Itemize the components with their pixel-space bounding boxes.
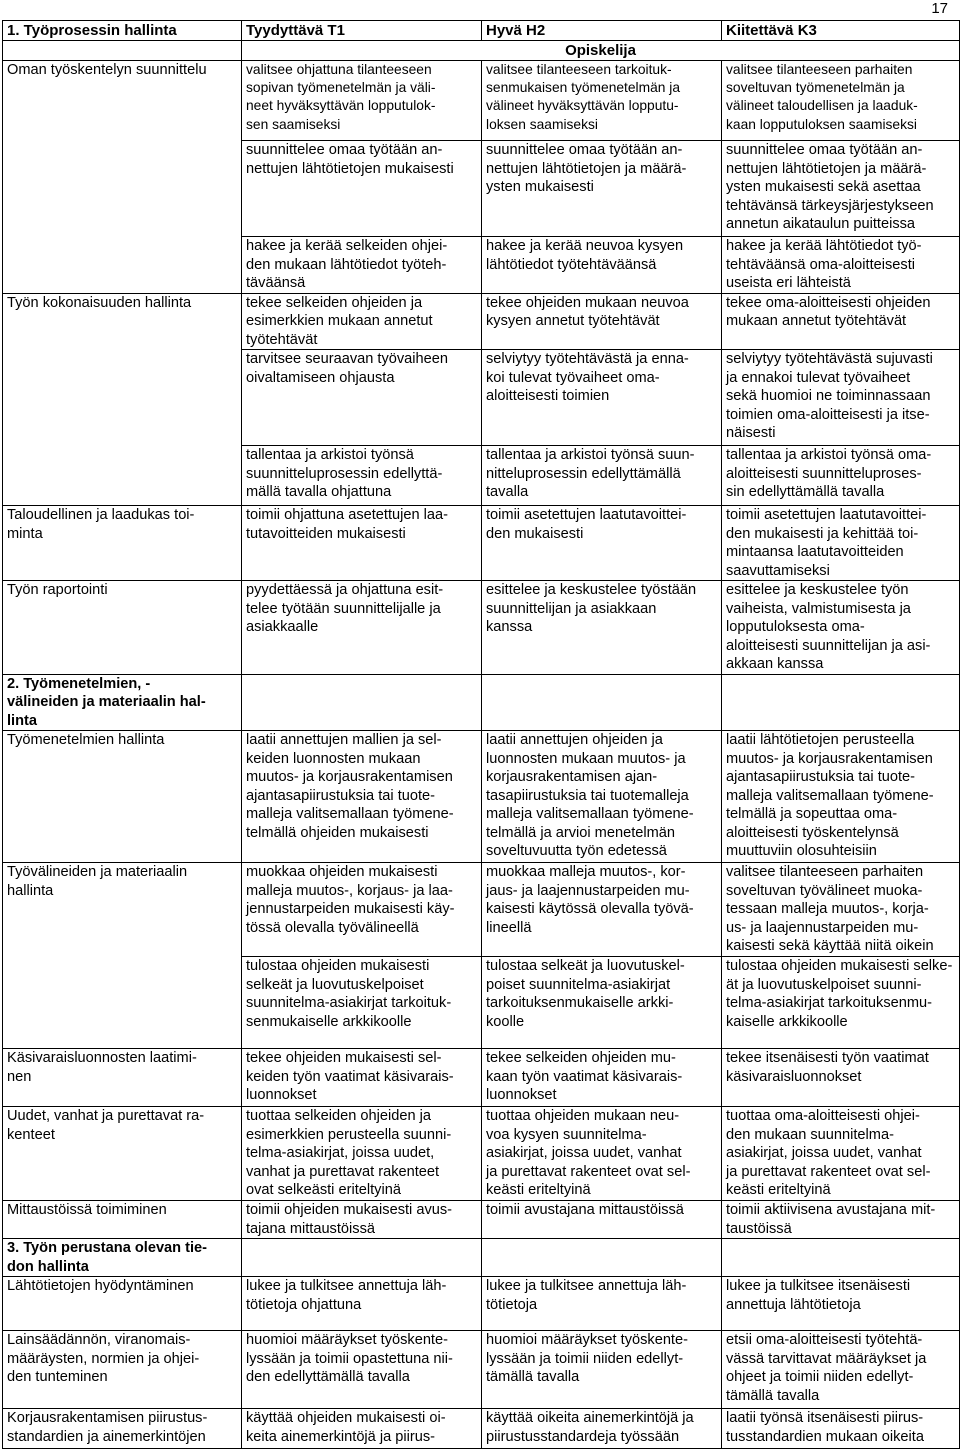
h2-cell: tulostaa selkeät ja luovutuskel- poiset suunnitelma-asiakirjat tarkoituksenmukaiselle arkki- koolle <box>482 957 722 1049</box>
criteria-label: Työvälineiden ja materiaalin hallinta <box>3 863 242 957</box>
criteria-label: Mittaustöissä toimiminen <box>3 1201 242 1239</box>
h2-cell: tekee ohjeiden mukaan neuvoa kysyen annetut työtehtävät <box>482 293 722 350</box>
criteria-label <box>3 237 242 294</box>
criteria-label: Korjausrakentamisen piirustus- standardien ja ainemerkintöjen <box>3 1409 242 1449</box>
t1-cell: toimii ohjeiden mukaisesti avus- tajana mittaustöissä <box>242 1201 482 1239</box>
criteria-label: Taloudellinen ja laadukas toi- minta <box>3 506 242 581</box>
criteria-row <box>3 957 960 1049</box>
k3-cell: tuottaa oma-aloitteisesti ohjei- den mukaan suunnitelma- asiakirjat, joissa uudet, vanhat ja purettavat rakenteet ovat sel- keästi eriteltyinä <box>722 1107 960 1201</box>
criteria-row <box>3 1201 960 1239</box>
h2-cell: tallentaa ja arkistoi työnsä suun- nitteluprosessin edellyttämällä tavalla <box>482 446 722 506</box>
t1-cell: valitsee ohjattuna tilanteeseen sopivan työmenetelmän ja väli- neet hyväksyttävän lopputulok- sen saamiseksi <box>242 61 482 141</box>
k3-cell: esittelee ja keskustelee työn vaiheista, valmistumisesta ja lopputuloksesta oma- aloitteisesti suunnittelijan ja asi- akkaan kanssa <box>722 581 960 675</box>
t1-cell: tallentaa ja arkistoi työnsä suunnitteluprosessin edellyttä- mällä tavalla ohjattuna <box>242 446 482 506</box>
criteria-row <box>3 581 960 675</box>
h2-cell: tekee selkeiden ohjeiden mu- kaan työn vaatimat käsivarais- luonnokset <box>482 1049 722 1107</box>
criteria-label <box>3 141 242 237</box>
t1-cell: tuottaa selkeiden ohjeiden ja esimerkkien perusteella suunni- telma-asiakirjat, joissa uudet, vanhat ja purettavat rakenteet ovat selkeästi eriteltyinä <box>242 1107 482 1201</box>
h2-cell: laatii annettujen ohjeiden ja luonnosten mukaan muutos- ja korjausrakentamisen ajan- tasapiirustuksia tai tuotemalleja malleja valitsemallaan työmene- telmällä ja arvioi menetelmän soveltuvuutta työn edetessä <box>482 731 722 863</box>
t1-cell: laatii annettujen mallien ja sel- keiden luonnosten mukaan muutos- ja korjausrakentamisen ajantasapiirustuksia tai tuote- malleja valitsemallaan työmene- telmällä ohjeiden mukaisesti <box>242 731 482 863</box>
k3-cell: laatii lähtötietojen perusteella muutos- ja korjausrakentamisen ajantasapiirustuksia tai tuote- malleja valitsemallaan työmene- telmällä ja sopeuttaa oma- aloitteisesti työskentelynsä muuttuviin olosuhteisiin <box>722 731 960 863</box>
k3-cell: tallentaa ja arkistoi työnsä oma- aloitteisesti suunnitteluproses- sin edellyttämällä tavalla <box>722 446 960 506</box>
k3-cell: valitsee tilanteeseen parhaiten soveltuvan työvälineet muoka- tessaan malleja muutos-, korja- us- ja laajennustarpeiden mu- kaisesti sekä käyttää niitä oikein <box>722 863 960 957</box>
t1-cell: huomioi määräykset työskente- lyssään ja toimii opastettuna nii- den edellyttämällä tavalla <box>242 1331 482 1409</box>
k3-cell: etsii oma-aloitteisesti työtehtä- vässä tarvittavat määräykset ja ohjeet ja toimii niiden edellyt- tämällä tavalla <box>722 1331 960 1409</box>
criteria-label: Työn kokonaisuuden hallinta <box>3 293 242 350</box>
k3-cell: valitsee tilanteeseen parhaiten soveltuvan työmenetelmän ja välineet taloudellisen ja laaduk- kaan lopputuloksen saamiseksi <box>722 61 960 141</box>
criteria-label: 2. Työmenetelmien, - välineiden ja materiaalin hal- linta <box>3 674 242 731</box>
k3-cell: toimii aktiivisena avustajana mit- taustöissä <box>722 1201 960 1239</box>
h2-cell: muokkaa malleja muutos-, kor- jaus- ja laajennustarpeiden mu- kaisesti käytössä olevalla työvä- lineellä <box>482 863 722 957</box>
criteria-row <box>3 1107 960 1201</box>
criteria-row <box>3 1277 960 1331</box>
k3-cell: lukee ja tulkitsee itsenäisesti annettuja lähtötietoja <box>722 1277 960 1331</box>
t1-cell: käyttää ohjeiden mukaisesti oi- keita ainemerkintöjä ja piirus- <box>242 1409 482 1449</box>
section-row <box>3 1239 960 1277</box>
subheader-row <box>3 41 960 61</box>
criteria-row <box>3 863 960 957</box>
criteria-row <box>3 731 960 863</box>
criteria-row <box>3 141 960 237</box>
criteria-row <box>3 506 960 581</box>
h2-cell: esittelee ja keskustelee työstään suunnittelijan ja asiakkaan kanssa <box>482 581 722 675</box>
t1-cell <box>242 1239 482 1277</box>
header-row <box>3 21 960 41</box>
t1-cell: muokkaa ohjeiden mukaisesti malleja muutos-, korjaus- ja laa- jennustarpeiden mukaisesti käy- tössä olevalla työvälineellä <box>242 863 482 957</box>
t1-cell: pyydettäessä ja ohjattuna esit- telee työtään suunnittelijalle ja asiakkaalle <box>242 581 482 675</box>
h2-cell: toimii asetettujen laatutavoittei- den mukaisesti <box>482 506 722 581</box>
h2-cell <box>482 1239 722 1277</box>
page-number: 17 <box>931 0 948 17</box>
criteria-row <box>3 1331 960 1409</box>
k3-cell: laatii työnsä itsenäisesti piirus- tusstandardien mukaan oikeita <box>722 1409 960 1449</box>
h2-cell: toimii avustajana mittaustöissä <box>482 1201 722 1239</box>
subheader-empty <box>3 41 242 61</box>
criteria-row <box>3 293 960 350</box>
h2-cell <box>482 674 722 731</box>
k3-cell: tekee itsenäisesti työn vaatimat käsivaraisluonnokset <box>722 1049 960 1107</box>
k3-cell: toimii asetettujen laatutavoittei- den mukaisesti ja kehittää toi- mintaansa laatutavoitteiden saavuttamiseksi <box>722 506 960 581</box>
criteria-row <box>3 446 960 506</box>
criteria-label: Oman työskentelyn suunnittelu <box>3 61 242 141</box>
header-section-title: 1. Työprosessin hallinta <box>3 21 242 41</box>
criteria-row <box>3 1049 960 1107</box>
k3-cell: selviytyy työtehtävästä sujuvasti ja ennakoi tulevat työvaiheet sekä huomioi ne toiminnassaan toimien oma-aloitteisesti ja itse- näisesti <box>722 350 960 446</box>
t1-cell <box>242 674 482 731</box>
h2-cell: huomioi määräykset työskente- lyssään ja toimii niiden edellyt- tämällä tavalla <box>482 1331 722 1409</box>
criteria-label: 3. Työn perustana olevan tie- don hallinta <box>3 1239 242 1277</box>
t1-cell: tarvitsee seuraavan työvaiheen oivaltamiseen ohjausta <box>242 350 482 446</box>
h2-cell: lukee ja tulkitsee annettuja läh- tötietoja <box>482 1277 722 1331</box>
k3-cell: hakee ja kerää lähtötiedot työ- tehtäväänsä oma-aloitteisesti useista eri lähteistä <box>722 237 960 294</box>
criteria-label: Uudet, vanhat ja purettavat ra- kenteet <box>3 1107 242 1201</box>
t1-cell: suunnittelee omaa työtään an- nettujen lähtötietojen mukaisesti <box>242 141 482 237</box>
criteria-label: Käsivaraisluonnosten laatimi- nen <box>3 1049 242 1107</box>
k3-cell <box>722 1239 960 1277</box>
header-h2: Hyvä H2 <box>482 21 722 41</box>
h2-cell: valitsee tilanteeseen tarkoituk- senmukaisen työmenetelmän ja välineet hyväksyttävän lopputu- loksen saamiseksi <box>482 61 722 141</box>
section-row <box>3 674 960 731</box>
t1-cell: tekee ohjeiden mukaisesti sel- keiden työn vaatimat käsivarais- luonnokset <box>242 1049 482 1107</box>
t1-cell: hakee ja kerää selkeiden ohjei- den mukaan lähtötiedot työteh- täväänsä <box>242 237 482 294</box>
k3-cell: tulostaa ohjeiden mukaisesti selke- ät ja luovutuskelpoiset suunni- telma-asiakirjat tarkoituksenmu- kaiselle arkkikoolle <box>722 957 960 1049</box>
h2-cell: hakee ja kerää neuvoa kysyen lähtötiedot työtehtäväänsä <box>482 237 722 294</box>
criteria-label <box>3 350 242 446</box>
criteria-row <box>3 61 960 141</box>
assessment-table <box>2 20 960 1449</box>
h2-cell: tuottaa ohjeiden mukaan neu- voa kysyen suunnitelma- asiakirjat, joissa uudet, vanhat ja purettavat rakenteet ovat sel- keästi eriteltyinä <box>482 1107 722 1201</box>
t1-cell: lukee ja tulkitsee annettuja läh- tötietoja ohjattuna <box>242 1277 482 1331</box>
h2-cell: suunnittelee omaa työtään an- nettujen lähtötietojen ja määrä- ysten mukaisesti <box>482 141 722 237</box>
criteria-label: Lainsäädännön, viranomais- määräysten, normien ja ohjei- den tunteminen <box>3 1331 242 1409</box>
criteria-label <box>3 957 242 1049</box>
k3-cell: tekee oma-aloitteisesti ohjeiden mukaan annetut työtehtävät <box>722 293 960 350</box>
h2-cell: käyttää oikeita ainemerkintöjä ja piirustusstandardeja työssään <box>482 1409 722 1449</box>
t1-cell: toimii ohjattuna asetettujen laa- tutavoitteiden mukaisesti <box>242 506 482 581</box>
criteria-row <box>3 350 960 446</box>
k3-cell <box>722 674 960 731</box>
header-t1: Tyydyttävä T1 <box>242 21 482 41</box>
criteria-label: Lähtötietojen hyödyntäminen <box>3 1277 242 1331</box>
header-k3: Kiitettävä K3 <box>722 21 960 41</box>
t1-cell: tekee selkeiden ohjeiden ja esimerkkien mukaan annetut työtehtävät <box>242 293 482 350</box>
criteria-label: Työn raportointi <box>3 581 242 675</box>
subheader-opiskelija: Opiskelija <box>242 41 960 61</box>
criteria-label: Työmenetelmien hallinta <box>3 731 242 863</box>
t1-cell: tulostaa ohjeiden mukaisesti selkeät ja luovutuskelpoiset suunnitelma-asiakirjat tarkoituk- senmukaiselle arkkikoolle <box>242 957 482 1049</box>
h2-cell: selviytyy työtehtävästä ja enna- koi tulevat työvaiheet oma- aloitteisesti toimien <box>482 350 722 446</box>
criteria-row <box>3 237 960 294</box>
k3-cell: suunnittelee omaa työtään an- nettujen lähtötietojen ja määrä- ysten mukaisesti sekä asettaa tehtävänsä tärkeysjärjestykseen annetun aikataulun puitteissa <box>722 141 960 237</box>
criteria-row <box>3 1409 960 1449</box>
criteria-label <box>3 446 242 506</box>
